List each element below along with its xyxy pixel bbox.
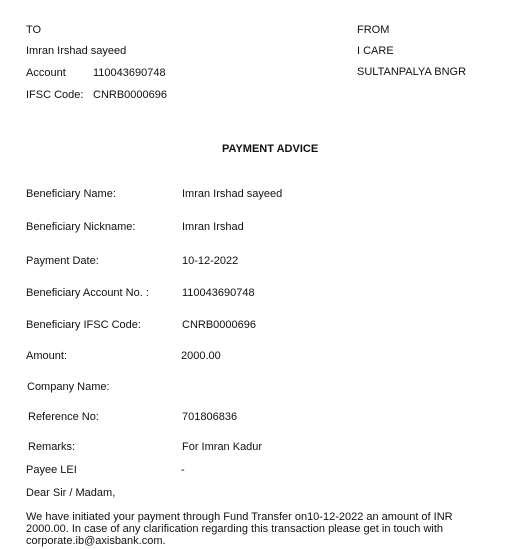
field-value-beneficiary-nickname: Imran Irshad xyxy=(182,221,244,233)
field-label-payment-date: Payment Date: xyxy=(26,255,99,267)
field-value-beneficiary-name: Imran Irshad sayeed xyxy=(182,188,283,200)
field-label-beneficiary-account: Beneficiary Account No. : xyxy=(26,287,149,299)
field-value-beneficiary-account: 110043690748 xyxy=(182,287,255,299)
to-name: Imran Irshad sayeed xyxy=(26,45,127,57)
message-paragraph: We have initiated your payment through Fund Transfer on10-12-2022 an amount of INR 2000.00. In case of any clarification regarding this transaction please get in touch with corporate.ib@axisbank.com. xyxy=(26,511,453,547)
to-ifsc-label: IFSC Code: xyxy=(26,89,84,101)
salutation: Dear Sir / Madam, xyxy=(26,487,116,499)
field-value-payment-date: 10-12-2022 xyxy=(182,255,239,267)
field-value-beneficiary-ifsc: CNRB0000696 xyxy=(182,319,256,331)
from-line-1: I CARE xyxy=(357,45,394,57)
field-label-payee-lei: Payee LEI xyxy=(26,464,77,476)
field-label-beneficiary-name: Beneficiary Name: xyxy=(26,188,116,200)
field-value-remarks: For Imran Kadur xyxy=(182,441,263,453)
document-title: PAYMENT ADVICE xyxy=(222,143,319,155)
field-value-reference-no: 701806836 xyxy=(182,411,238,423)
from-line-2: SULTANPALYA BNGR xyxy=(357,66,467,78)
field-label-beneficiary-ifsc: Beneficiary IFSC Code: xyxy=(26,319,141,331)
field-label-beneficiary-nickname: Beneficiary Nickname: xyxy=(26,221,136,233)
field-label-reference-no: Reference No: xyxy=(28,411,99,423)
field-label-remarks: Remarks: xyxy=(28,441,76,453)
from-heading: FROM xyxy=(357,24,390,36)
to-account-value: 110043690748 xyxy=(93,67,166,79)
to-ifsc-value: CNRB0000696 xyxy=(93,89,167,101)
to-heading: TO xyxy=(26,24,42,36)
field-label-company-name: Company Name: xyxy=(27,381,110,393)
field-value-amount: 2000.00 xyxy=(181,350,221,362)
field-label-amount: Amount: xyxy=(26,350,67,362)
field-value-payee-lei: - xyxy=(181,464,185,476)
to-account-label: Account xyxy=(26,67,66,79)
